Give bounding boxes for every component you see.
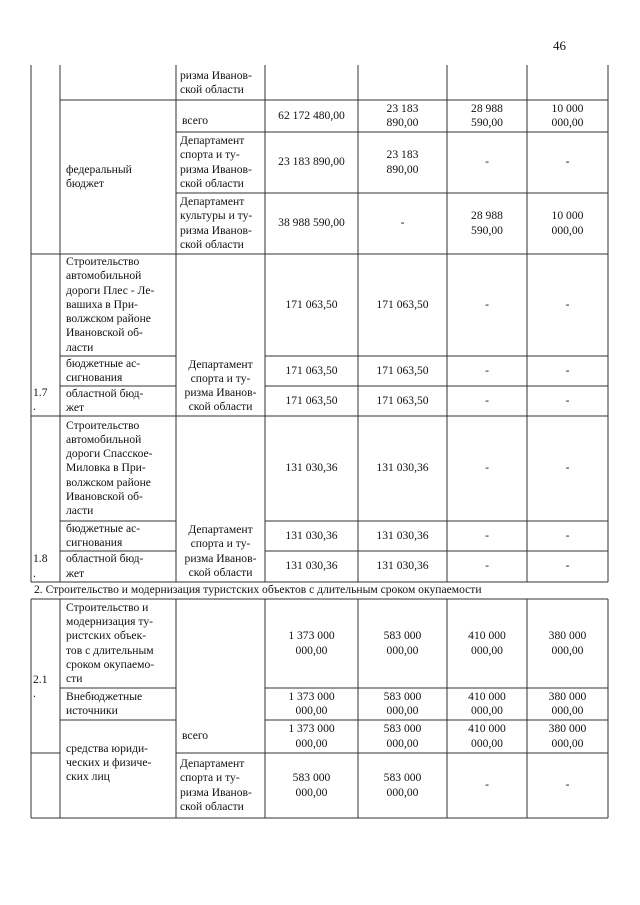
- row-1-7-budget-v4: [527, 356, 608, 386]
- cell-value: 000,00: [386, 785, 419, 799]
- department-line: ризма Иванов-: [184, 386, 257, 399]
- label-line: сигнования: [66, 536, 123, 549]
- label-line: источники: [66, 704, 118, 717]
- label-line: жет: [66, 566, 85, 580]
- row-1-8-regional-v1: [265, 551, 358, 582]
- cell-value: 583 000: [383, 629, 422, 643]
- row-1-8-budget-v3: [447, 521, 527, 551]
- label-line: ских лиц: [66, 770, 110, 784]
- row-1-7-regional-v3: [447, 386, 527, 416]
- cell-value: 131 030,36: [285, 559, 338, 573]
- federal-sport-v3: [447, 132, 527, 193]
- federal-sport-v2: [358, 132, 447, 193]
- cell-value: 000,00: [551, 736, 584, 750]
- label-line: Внебюджетные: [66, 689, 143, 703]
- federal-sport-v4: [527, 132, 608, 193]
- federal-total-text: всего: [182, 113, 209, 127]
- row-2-1-entities-sport-v3: [447, 753, 527, 818]
- row-1-8-regional-v3: [447, 551, 527, 582]
- cell-value: -: [565, 461, 570, 475]
- department-line: Департамент: [180, 134, 245, 148]
- federal-total-label: [182, 110, 264, 132]
- cell-value: 171 063,50: [285, 363, 338, 377]
- cell-value: 000,00: [471, 704, 503, 717]
- row-1-7-budget-label: [66, 356, 176, 386]
- cell-value: 000,00: [295, 704, 328, 717]
- cell-value: 590,00: [471, 116, 503, 129]
- cell-value: 131 030,36: [376, 559, 429, 573]
- department-line: спорта и ту-: [180, 771, 240, 785]
- cell-value: 000,00: [471, 643, 503, 657]
- label-line: областной бюд-: [66, 386, 144, 400]
- cell-value: 000,00: [471, 736, 503, 750]
- label-line: жет: [66, 401, 85, 414]
- name-line: сроком окупаемо-: [66, 657, 155, 671]
- row-2-1-entities-department: [180, 753, 264, 818]
- cell-value: -: [485, 461, 489, 475]
- cell-value: 23 183: [386, 148, 419, 162]
- cell-value: 000,00: [386, 704, 419, 717]
- name-line: волжском районе: [66, 475, 151, 489]
- cell-value: -: [565, 528, 570, 542]
- cell-value: -: [565, 559, 570, 573]
- row-2-1-entities-sport-v4: [527, 753, 608, 818]
- row-2-1-v2: [358, 599, 447, 688]
- row-1-7-v4: [527, 254, 608, 356]
- federal-budget-line: федеральный: [66, 162, 132, 176]
- name-line: Строительство и: [66, 600, 149, 614]
- cell-value: 000,00: [386, 736, 419, 750]
- row-1-8-budget-v1: [265, 521, 358, 551]
- department-line: ризма Иванов-: [180, 223, 252, 237]
- department-line: культуры и ту-: [180, 209, 253, 223]
- row-2-1-all-label: [182, 720, 264, 753]
- row-number-line: 1.7: [33, 385, 48, 399]
- name-line: Ивановской об-: [66, 489, 143, 503]
- cell-value: 38 988 590,00: [278, 216, 345, 230]
- label-line: ческих и физиче-: [66, 755, 152, 769]
- name-line: Миловка в При-: [66, 461, 146, 475]
- cell-value: -: [400, 216, 405, 230]
- cell-value: -: [565, 393, 570, 407]
- cell-value: 171 063,50: [285, 297, 338, 311]
- cell-value: 10 000: [551, 209, 584, 223]
- name-line: ласти: [66, 340, 94, 354]
- label-line: областной бюд-: [66, 552, 144, 566]
- section-2-title: [34, 582, 606, 599]
- cell-value: 23 183: [386, 101, 419, 115]
- row-1-7-v1: [265, 254, 358, 356]
- federal-culture-v1: [265, 193, 358, 254]
- cell-value: 131 030,36: [285, 461, 338, 475]
- cell-value: 1 373 000: [288, 722, 335, 736]
- row-1-7-budget-v3: [447, 356, 527, 386]
- department-line: Департамент: [188, 523, 253, 537]
- row-number-line: 1.8: [33, 552, 48, 566]
- cell-value: 131 030,36: [376, 461, 429, 475]
- cell-value: 890,00: [386, 162, 419, 176]
- row-1-8-department: [176, 521, 265, 582]
- cell-value: 583 000: [292, 771, 331, 785]
- name-line: волжском районе: [66, 312, 151, 326]
- cell-value: 380 000: [548, 689, 587, 703]
- name-line: ласти: [66, 504, 94, 517]
- row-1-8-budget-label: [66, 521, 176, 551]
- cell-value: 171 063,50: [376, 393, 429, 407]
- cell-value: 583 000: [383, 771, 422, 785]
- cell-value: -: [565, 778, 570, 792]
- row-1-8-v3: [447, 416, 527, 521]
- cell-value: 000,00: [295, 785, 328, 799]
- department-line: Департамент: [188, 357, 253, 371]
- row-2-1-entities-label: [66, 730, 176, 796]
- department-line: ризма Иванов-: [184, 551, 257, 565]
- cell-value: 380 000: [548, 722, 587, 736]
- department-line: ризма Иванов-: [180, 162, 252, 176]
- row-2-1-v1: [265, 599, 358, 688]
- cell-value: 62 172 480,00: [278, 108, 345, 122]
- row-2-1-entities-total-v2: [358, 720, 447, 753]
- cell-value: 590,00: [471, 223, 503, 237]
- name-line: модернизация ту-: [66, 615, 153, 629]
- department-line: ской области: [188, 565, 253, 579]
- row-number-line: .: [33, 400, 36, 413]
- name-line: автомобильной: [66, 269, 142, 283]
- federal-sport-department: [180, 132, 264, 193]
- cell-value: 000,00: [551, 643, 584, 657]
- row-2-1-extra-v2: [358, 688, 447, 720]
- name-line: ристских объек-: [66, 629, 147, 643]
- cell-value: -: [485, 393, 489, 407]
- row-1-7-name: [66, 254, 176, 356]
- row-2-1-entities-sport-v1: [265, 753, 358, 818]
- cell-value: 410 000: [468, 629, 506, 643]
- row-1-8-v4: [527, 416, 608, 521]
- department-line: ской области: [188, 400, 253, 414]
- cell-value: -: [485, 559, 489, 573]
- row-2-1-extra-v3: [447, 688, 527, 720]
- row-1-7-regional-v1: [265, 386, 358, 416]
- cell-value: -: [565, 155, 570, 169]
- cell-value: -: [485, 528, 489, 542]
- federal-sport-v1: [265, 132, 358, 193]
- cell-value: 131 030,36: [285, 528, 338, 542]
- cell-value: 000,00: [295, 643, 328, 657]
- department-line: ской области: [180, 176, 244, 190]
- name-line: дороги Плес - Ле-: [66, 283, 155, 297]
- name-line: вашиха в При-: [66, 297, 138, 311]
- row-1-7-regional-label: [66, 386, 176, 416]
- row-1-8-v2: [358, 416, 447, 521]
- cell-value: 000,00: [551, 704, 584, 717]
- federal-total-v2: [358, 100, 447, 132]
- label-line: бюджетные ас-: [66, 521, 141, 535]
- federal-total-v4: [527, 100, 608, 132]
- cell-value: 10 000: [551, 101, 584, 115]
- department-line: ской области: [180, 237, 244, 251]
- label-line: бюджетные ас-: [66, 356, 141, 370]
- row-1-8-regional-v4: [527, 551, 608, 582]
- row-1-7-v3: [447, 254, 527, 356]
- cell-value: 410 000: [468, 689, 506, 703]
- row-number-2-1: [33, 672, 59, 702]
- top-department-line: ризма Иванов-: [180, 68, 252, 82]
- row-2-1-extra-label: [66, 688, 176, 720]
- row-number-line: .: [33, 687, 36, 700]
- cell-value: 171 063,50: [376, 297, 429, 311]
- all-text: всего: [182, 729, 209, 743]
- label-line: сигнования: [66, 371, 123, 384]
- top-department: [180, 66, 264, 100]
- federal-culture-v4: [527, 193, 608, 254]
- cell-value: -: [565, 297, 570, 311]
- row-number-line: .: [33, 566, 36, 580]
- row-1-7-regional-v2: [358, 386, 447, 416]
- row-1-7-v2: [358, 254, 447, 356]
- row-1-8-budget-v2: [358, 521, 447, 551]
- row-2-1-v3: [447, 599, 527, 688]
- row-number-1-7: [33, 385, 59, 415]
- cell-value: -: [485, 778, 489, 792]
- cell-value: 890,00: [386, 116, 419, 129]
- cell-value: 131 030,36: [376, 528, 429, 542]
- cell-value: 000,00: [295, 736, 328, 750]
- cell-value: 23 183 890,00: [278, 155, 345, 169]
- page-number: 46: [553, 38, 566, 53]
- cell-value: 583 000: [383, 689, 422, 703]
- cell-value: 000,00: [386, 643, 419, 657]
- department-line: Департамент: [180, 757, 245, 771]
- department-line: спорта и ту-: [190, 371, 251, 385]
- cell-value: 380 000: [548, 629, 587, 643]
- name-line: дороги Спасское-: [66, 447, 153, 461]
- cell-value: 000,00: [551, 223, 584, 237]
- row-2-1-extra-v4: [527, 688, 608, 720]
- cell-value: 1 373 000: [288, 689, 335, 703]
- row-1-8-regional-label: [66, 551, 176, 582]
- row-number-line: 2.1: [33, 672, 48, 686]
- cell-value: -: [485, 155, 489, 169]
- row-1-8-budget-v4: [527, 521, 608, 551]
- name-line: Строительство: [66, 418, 140, 432]
- row-1-7-department: [176, 356, 265, 416]
- row-2-1-extra-v1: [265, 688, 358, 720]
- row-1-7-budget-v1: [265, 356, 358, 386]
- section-title-text: 2. Строительство и модернизация туристских объектов с длительным сроком окупаемости: [34, 583, 482, 597]
- federal-total-v3: [447, 100, 527, 132]
- name-line: Строительство: [66, 255, 140, 269]
- row-2-1-entities-total-v3: [447, 720, 527, 753]
- cell-value: 28 988: [471, 209, 503, 223]
- federal-culture-department: [180, 193, 264, 254]
- federal-budget-label: [66, 100, 174, 254]
- cell-value: -: [565, 363, 570, 377]
- name-line: сти: [66, 671, 83, 685]
- cell-value: -: [485, 297, 489, 311]
- label-line: средства юриди-: [66, 741, 149, 755]
- row-2-1-name: [66, 599, 176, 688]
- federal-total-v1: [265, 100, 358, 132]
- cell-value: 410 000: [468, 722, 506, 736]
- federal-culture-v2: [358, 193, 447, 254]
- row-1-7-regional-v4: [527, 386, 608, 416]
- federal-budget-line: бюджет: [66, 177, 104, 190]
- name-line: автомобильной: [66, 432, 142, 446]
- row-1-8-regional-v2: [358, 551, 447, 582]
- row-2-1-entities-total-v1: [265, 720, 358, 753]
- federal-culture-v3: [447, 193, 527, 254]
- top-department-line: ской области: [180, 83, 244, 96]
- row-number-1-8: [33, 551, 59, 582]
- name-line: Ивановской об-: [66, 326, 143, 340]
- cell-value: 583 000: [383, 722, 422, 736]
- cell-value: 000,00: [551, 116, 584, 129]
- department-line: спорта и ту-: [190, 537, 251, 551]
- row-2-1-entities-sport-v2: [358, 753, 447, 818]
- row-2-1-v4: [527, 599, 608, 688]
- department-line: Департамент: [180, 195, 245, 209]
- row-1-8-v1: [265, 416, 358, 521]
- cell-value: 1 373 000: [288, 629, 335, 643]
- department-line: ризма Иванов-: [180, 785, 252, 799]
- cell-value: 171 063,50: [376, 363, 429, 377]
- row-1-7-budget-v2: [358, 356, 447, 386]
- cell-value: -: [485, 363, 489, 377]
- department-line: ской области: [180, 799, 244, 813]
- row-2-1-entities-total-v4: [527, 720, 608, 753]
- name-line: тов с длительным: [66, 643, 154, 657]
- cell-value: 171 063,50: [285, 393, 338, 407]
- cell-value: 28 988: [471, 101, 503, 115]
- row-1-8-name: [66, 416, 176, 521]
- department-line: спорта и ту-: [180, 148, 240, 162]
